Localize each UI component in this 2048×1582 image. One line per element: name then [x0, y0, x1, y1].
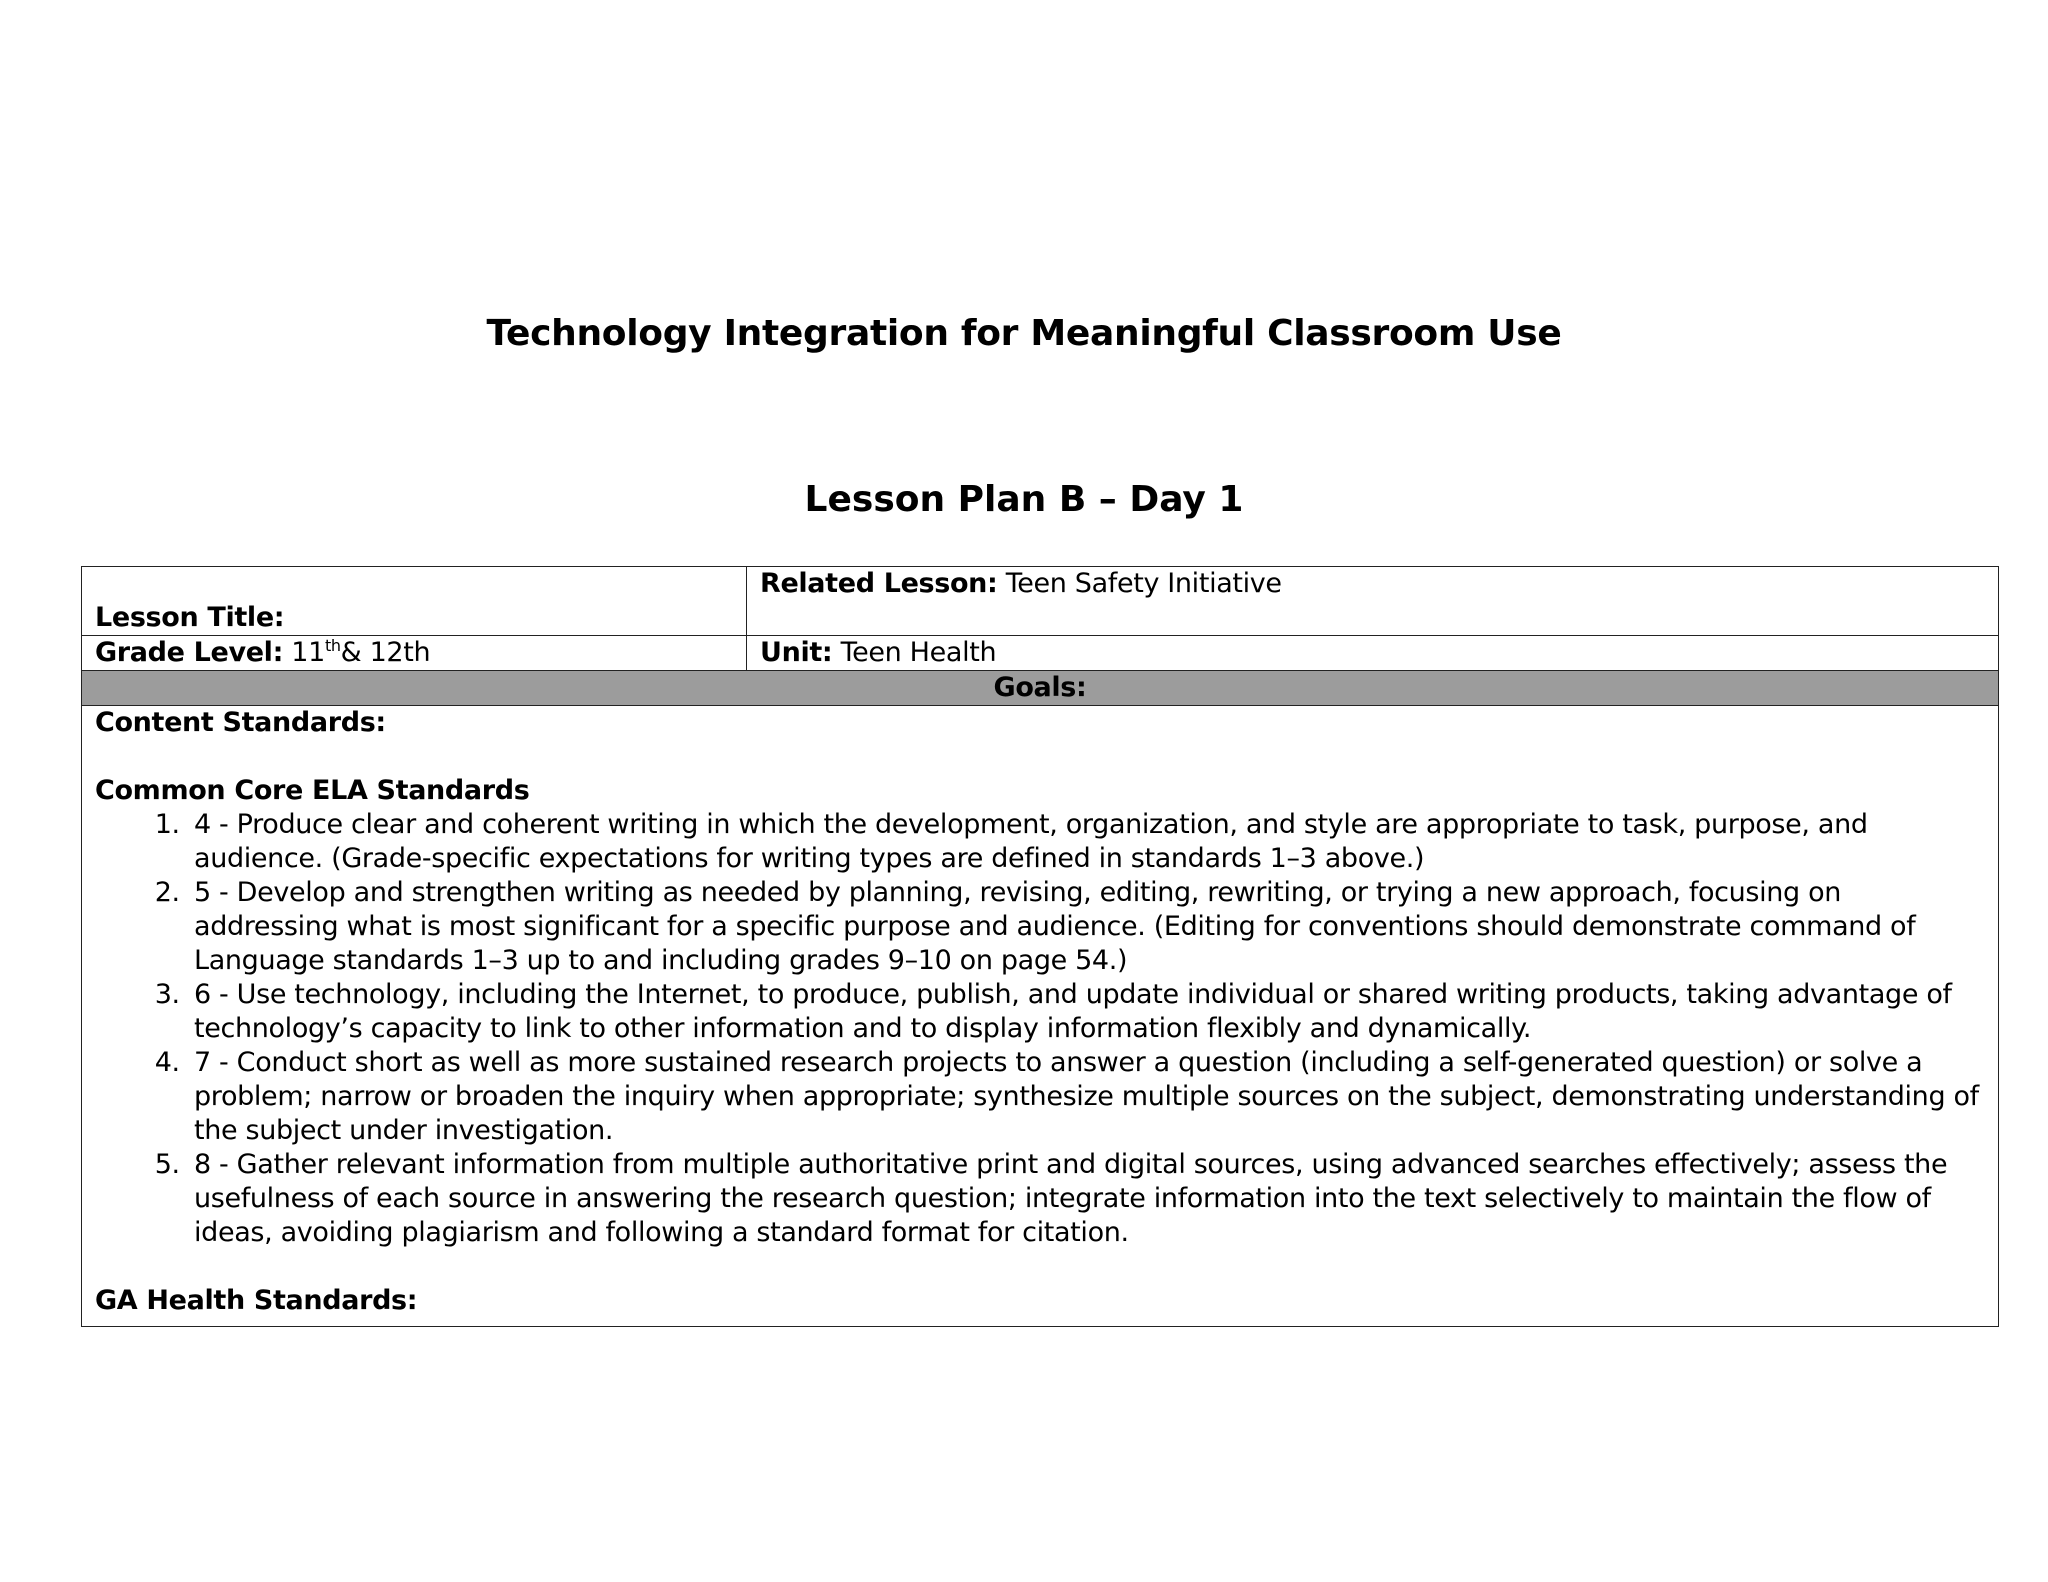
spacer	[95, 1250, 1985, 1284]
lesson-title-cell	[82, 567, 747, 636]
related-lesson-value: Teen Safety Initiative	[1005, 568, 1282, 599]
ela-standards-list	[95, 808, 1985, 1250]
related-lesson-label: Related Lesson:	[760, 568, 998, 599]
unit-cell	[747, 636, 1999, 671]
unit-label: Unit:	[760, 637, 833, 668]
goals-header-row	[82, 671, 1999, 706]
goals-content-cell	[82, 706, 1999, 1327]
related-lesson-cell	[747, 567, 1999, 636]
goals-content-row	[82, 706, 1999, 1327]
content-standards-heading: Content Standards:	[95, 707, 386, 738]
grade-unit-row	[82, 636, 1999, 671]
grade-level-rest: & 12th	[340, 637, 431, 668]
ela-standard-item: 4. 7 - Conduct short as well as more sustained research projects to answer a question (including a self-generated question) or solve a problem; narrow or broaden the inquiry when appropriate; synthesize multiple sources on the subject, demonstrating understanding of the subject under investigation.	[188, 1046, 1985, 1148]
ela-standard-item: 2. 5 - Develop and strengthen writing as needed by planning, revising, editing, rewriting, or trying a new approach, focusing on addressing what is most significant for a specific purpose and audience. (Editing for conventions should demonstrate command of Language standards 1–3 up to and including grades 9–10 on page 54.)	[188, 876, 1985, 978]
grade-level-cell	[82, 636, 747, 671]
document-title: Technology Integration for Meaningful Classroom Use	[486, 313, 1562, 354]
document-subtitle: Lesson Plan B – Day 1	[804, 479, 1244, 520]
unit-value: Teen Health	[840, 637, 997, 668]
goals-header: Goals:	[82, 671, 1999, 706]
ga-health-standards-heading: GA Health Standards:	[95, 1285, 418, 1316]
ela-standard-item: 5. 8 - Gather relevant information from multiple authoritative print and digital sources, using advanced searches effectively; assess the usefulness of each source in answering the research question; integrate information into the text selectively to maintain the flow of ideas, avoiding plagiarism and following a standard format for citation.	[188, 1148, 1985, 1250]
spacer	[95, 740, 1985, 774]
ela-standard-item: 3. 6 - Use technology, including the Internet, to produce, publish, and update individual or shared writing products, taking advantage of technology’s capacity to link to other information and to display information flexibly and dynamically.	[188, 978, 1985, 1046]
ela-standards-heading: Common Core ELA Standards	[95, 775, 530, 806]
lesson-info-row	[82, 567, 1999, 636]
grade-level-label: Grade Level:	[95, 637, 284, 668]
grade-level-ordinal: th	[324, 636, 341, 655]
lesson-title-label: Lesson Title:	[95, 602, 285, 633]
ela-standard-item: 1. 4 - Produce clear and coherent writing in which the development, organization, and style are appropriate to task, purpose, and audience. (Grade-specific expectations for writing types are defined in standards 1–3 above.)	[188, 808, 1985, 876]
lesson-plan-table	[81, 566, 1999, 1327]
grade-level-first: 11	[291, 637, 325, 668]
